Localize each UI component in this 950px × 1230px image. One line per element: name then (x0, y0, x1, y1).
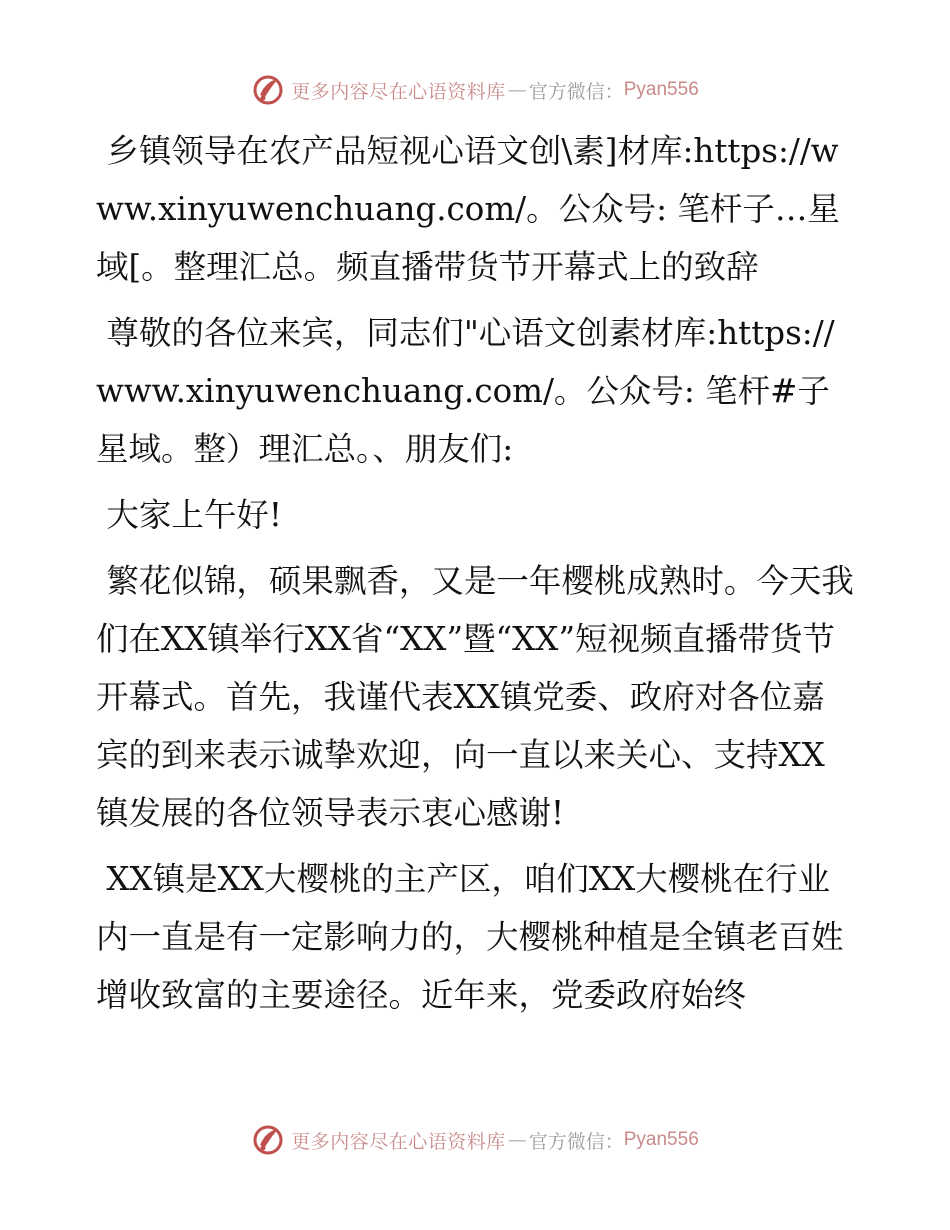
banner-wechat-id: Pyan556 (623, 1129, 699, 1150)
banner-separator: — (507, 1129, 527, 1151)
paragraph-opening: 繁花似锦，硕果飘香，又是一年樱桃成熟时。今天我们在XX镇举行XX省“XX”暨“XX”短视频直播带货节开幕式。首先，我谨代表XX镇党委、政府对各位嘉宾的到来表示诚挚欢迎，向一直以来关心、支持XX镇发展的各位领导表示衷心感谢! (96, 562, 854, 832)
header-watermark-banner (0, 70, 950, 110)
document-body (96, 122, 856, 1032)
brush-seal-logo-icon (251, 1123, 285, 1157)
banner-separator: — (507, 79, 527, 101)
paragraph-town-intro: XX镇是XX大樱桃的主产区，咱们XX大樱桃在行业内一直是有一定影响力的，大樱桃种植是全镇老百姓增收致富的主要途径。近年来，党委政府始终 (96, 860, 844, 1014)
banner-text: 更多内容尽在心语资料库 (291, 1130, 506, 1153)
banner-official-label: 官方微信： (528, 80, 624, 103)
banner-wechat-id: Pyan556 (623, 79, 699, 100)
paragraph-greeting: 大家上午好! (96, 496, 282, 534)
paragraph-salutation: 尊敬的各位来宾，同志们"心语文创素材库:https://www.xinyuwenchuang.com/。公众号: 笔杆#子星域。整）理汇总。、朋友们: (96, 314, 835, 468)
banner-text: 更多内容尽在心语资料库 (291, 80, 506, 103)
paragraph-title: 乡镇领导在农产品短视心语文创\素]材库:https://www.xinyuwenchuang.com/。公众号: 笔杆子…星域[。整理汇总。频直播带货节开幕式上的致辞 (96, 132, 840, 286)
footer-watermark-banner (0, 1120, 950, 1160)
brush-seal-logo-icon (251, 73, 285, 107)
banner-official-label: 官方微信： (528, 1130, 624, 1153)
